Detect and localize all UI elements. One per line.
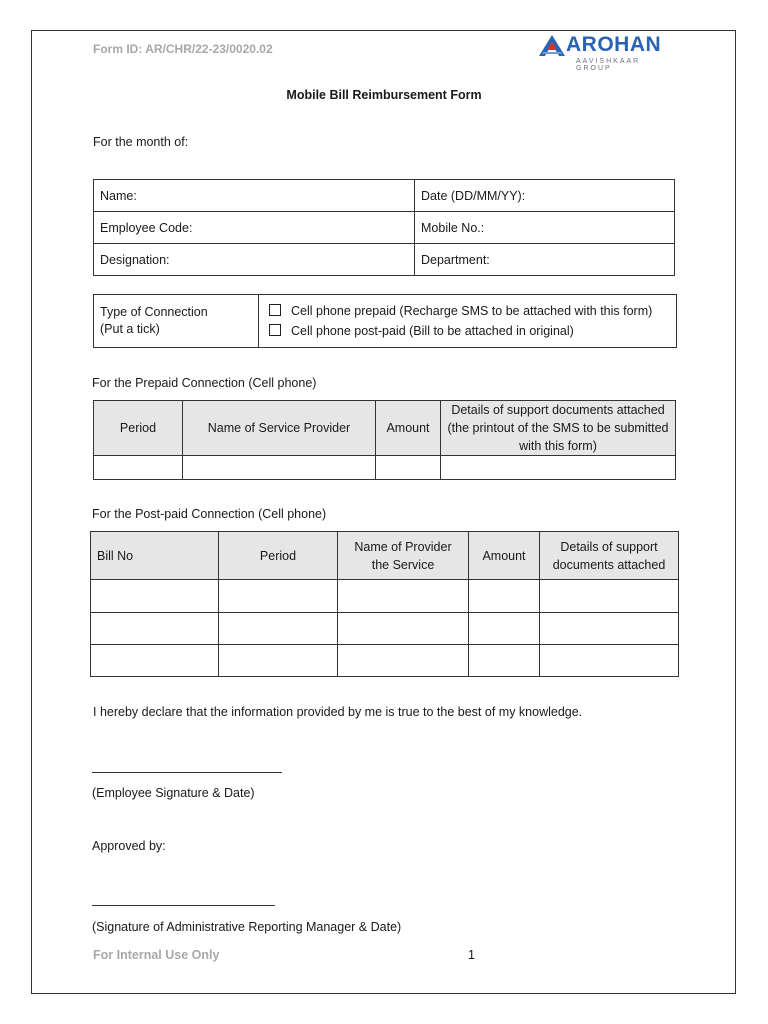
declaration-text: I hereby declare that the information provided by me is true to the best of my knowledge. (93, 705, 583, 719)
postpaid-cell[interactable] (540, 580, 679, 613)
prepaid-col-details: Details of support documents attached (the printout of the SMS to be submitted with this form) (441, 401, 676, 456)
table-row (91, 613, 679, 645)
postpaid-cell[interactable] (540, 613, 679, 645)
prepaid-cell-amount[interactable] (376, 456, 441, 480)
arohan-logo (538, 32, 674, 72)
postpaid-col-period: Period (219, 532, 338, 580)
prepaid-checkbox[interactable] (269, 304, 281, 316)
postpaid-col-details: Details of support documents attached (540, 532, 679, 580)
date-field[interactable]: Date (DD/MM/YY): (415, 180, 675, 212)
postpaid-col-bill-no: Bill No (91, 532, 219, 580)
logo-text: AROHAN (566, 33, 662, 56)
postpaid-cell[interactable] (338, 645, 469, 677)
postpaid-cell[interactable] (91, 613, 219, 645)
designation-field[interactable]: Designation: (94, 244, 415, 276)
employee-details-table (93, 179, 675, 276)
prepaid-heading: For the Prepaid Connection (Cell phone) (92, 376, 317, 390)
manager-signature-line[interactable] (92, 905, 275, 906)
connection-type-label-line1: Type of Connection (100, 305, 208, 319)
postpaid-cell[interactable] (338, 613, 469, 645)
department-field[interactable]: Department: (415, 244, 675, 276)
mobile-no-field[interactable]: Mobile No.: (415, 212, 675, 244)
logo-mark-icon (538, 34, 566, 58)
postpaid-option-label: Cell phone post-paid (Bill to be attached in original) (291, 324, 574, 338)
page-number: 1 (468, 948, 475, 962)
postpaid-checkbox[interactable] (269, 324, 281, 336)
postpaid-cell[interactable] (219, 645, 338, 677)
prepaid-cell-provider[interactable] (183, 456, 376, 480)
postpaid-cell[interactable] (219, 580, 338, 613)
postpaid-heading: For the Post-paid Connection (Cell phone) (92, 507, 327, 521)
connection-type-label-line2: (Put a tick) (100, 322, 160, 336)
approved-by-label: Approved by: (92, 839, 166, 853)
postpaid-cell[interactable] (540, 645, 679, 677)
postpaid-cell[interactable] (469, 645, 540, 677)
postpaid-col-amount: Amount (469, 532, 540, 580)
table-row (94, 456, 676, 480)
prepaid-option (269, 301, 670, 321)
manager-signature-label: (Signature of Administrative Reporting Manager & Date) (92, 920, 402, 934)
postpaid-option (269, 321, 670, 341)
prepaid-cell-period[interactable] (94, 456, 183, 480)
postpaid-cell[interactable] (469, 613, 540, 645)
connection-type-table (93, 294, 677, 348)
prepaid-col-provider: Name of Service Provider (183, 401, 376, 456)
prepaid-cell-details[interactable] (441, 456, 676, 480)
table-row (91, 645, 679, 677)
prepaid-col-amount: Amount (376, 401, 441, 456)
postpaid-col-provider: Name of Provider the Service (338, 532, 469, 580)
employee-signature-label: (Employee Signature & Date) (92, 786, 255, 800)
month-label: For the month of: (93, 135, 189, 149)
form-id: Form ID: AR/CHR/22-23/0020.02 (93, 42, 273, 56)
internal-use-footer: For Internal Use Only (93, 948, 220, 962)
form-title: Mobile Bill Reimbursement Form (286, 88, 482, 102)
postpaid-cell[interactable] (91, 645, 219, 677)
prepaid-option-label: Cell phone prepaid (Recharge SMS to be attached with this form) (291, 304, 653, 318)
connection-type-label (94, 295, 259, 348)
postpaid-cell[interactable] (338, 580, 469, 613)
prepaid-table (93, 400, 676, 480)
name-field[interactable]: Name: (94, 180, 415, 212)
postpaid-cell[interactable] (469, 580, 540, 613)
table-row (91, 580, 679, 613)
connection-options (259, 295, 677, 348)
logo-subtitle: AAVISHKAAR GROUP (576, 58, 641, 72)
postpaid-cell[interactable] (219, 613, 338, 645)
postpaid-cell[interactable] (91, 580, 219, 613)
employee-code-field[interactable]: Employee Code: (94, 212, 415, 244)
employee-signature-line[interactable] (92, 772, 282, 773)
postpaid-table (90, 531, 679, 677)
prepaid-col-period: Period (94, 401, 183, 456)
